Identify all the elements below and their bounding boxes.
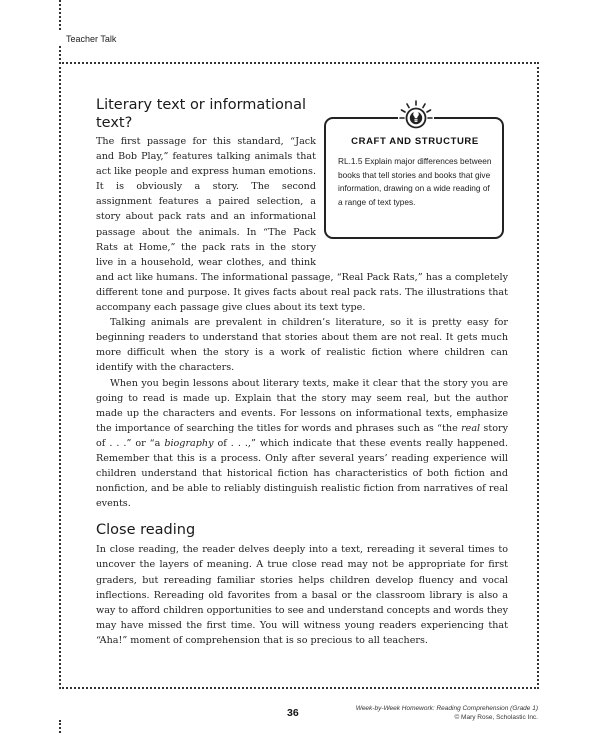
paragraph: In close reading, the reader delves deeply into a text, rereading it several times to uncover the layers of meaning. A true close read may not be appropriate for first graders, but rereading familiar stories helps children develop fluency and vocal inflections. Rereading old favorites from a basal or the classroom library is also a way to afford children opportunities to see and understand concepts and words they may have missed the first time. You will witness young readers experiencing that “Aha!” moment of comprehension that is so precious to all teachers.: [96, 544, 508, 646]
margin-dots-bottom: [59, 720, 61, 733]
callout-wrapper: [324, 96, 508, 262]
article: [96, 96, 508, 648]
standard-callout-box: [324, 117, 504, 239]
emphasis-biography: biography: [164, 437, 214, 449]
margin-dots-middle: [59, 46, 61, 60]
paragraph-text: story of . . .” or “a: [96, 422, 508, 449]
page-number: 36: [287, 707, 299, 719]
emphasis-real: real: [461, 422, 481, 434]
section-heading-close-reading: Close reading: [96, 522, 196, 539]
paragraph: [96, 376, 508, 512]
callout-title: CRAFT AND STRUCTURE: [351, 136, 479, 147]
footer-book-title: Week-by-Week Homework: Reading Comprehension (Grade 1): [355, 705, 538, 712]
paragraph: Talking animals are prevalent in children’s literature, so it is pretty easy for beginning readers to understand that stories about them are not real. It gets much more difficult when the story is a work of realistic fiction where children can identify with the characters.: [96, 317, 508, 374]
margin-dots-top: [59, 0, 61, 30]
paragraph: The first passage for this standard, “Jack and Bob Play,” features talking animals that act like people and express human emotions. It is obviously a story. The second assignment features a paired selection, a story about pack rats and an informational passage about the animals. In “The Pack Rats at Home,” the pack rats in the story live in a household, wear clothes, and think and act like humans. The informational passage, “Real Pack Rats,” has a completely different tone and purpose. It gives facts about real pack rats. The illustrations that accompany each passage give clues about its text type.: [96, 136, 508, 314]
section-heading-literary: Literary text or informational text?: [96, 97, 306, 131]
paragraph-text: of . . .,” which indicate that these events really happened. Remember that this is a process. Only after several years’ reading experience will children understand that historical fiction has characteristics of both fiction and nonfiction, and be able to reliably distinguish realistic fiction from narratives of real events.: [96, 437, 509, 510]
callout-body: RL.1.5 Explain major differences between books that tell stories and books that give information, drawing on a wide reading of a range of text types.: [338, 156, 492, 207]
section-label: Teacher Talk: [66, 34, 117, 44]
lightbulb-sun-icon: [398, 99, 434, 135]
footer-copyright: © Mary Rose, Scholastic Inc.: [454, 714, 538, 721]
paragraph-text: When you begin lessons about literary texts, make it clear that the story you are going to read is made up. Explain that the story may seem real, but the author made up the characters and events. For lessons on informational texts, emphasize the importance of searching the titles for words and phrases such as “the: [96, 377, 508, 434]
